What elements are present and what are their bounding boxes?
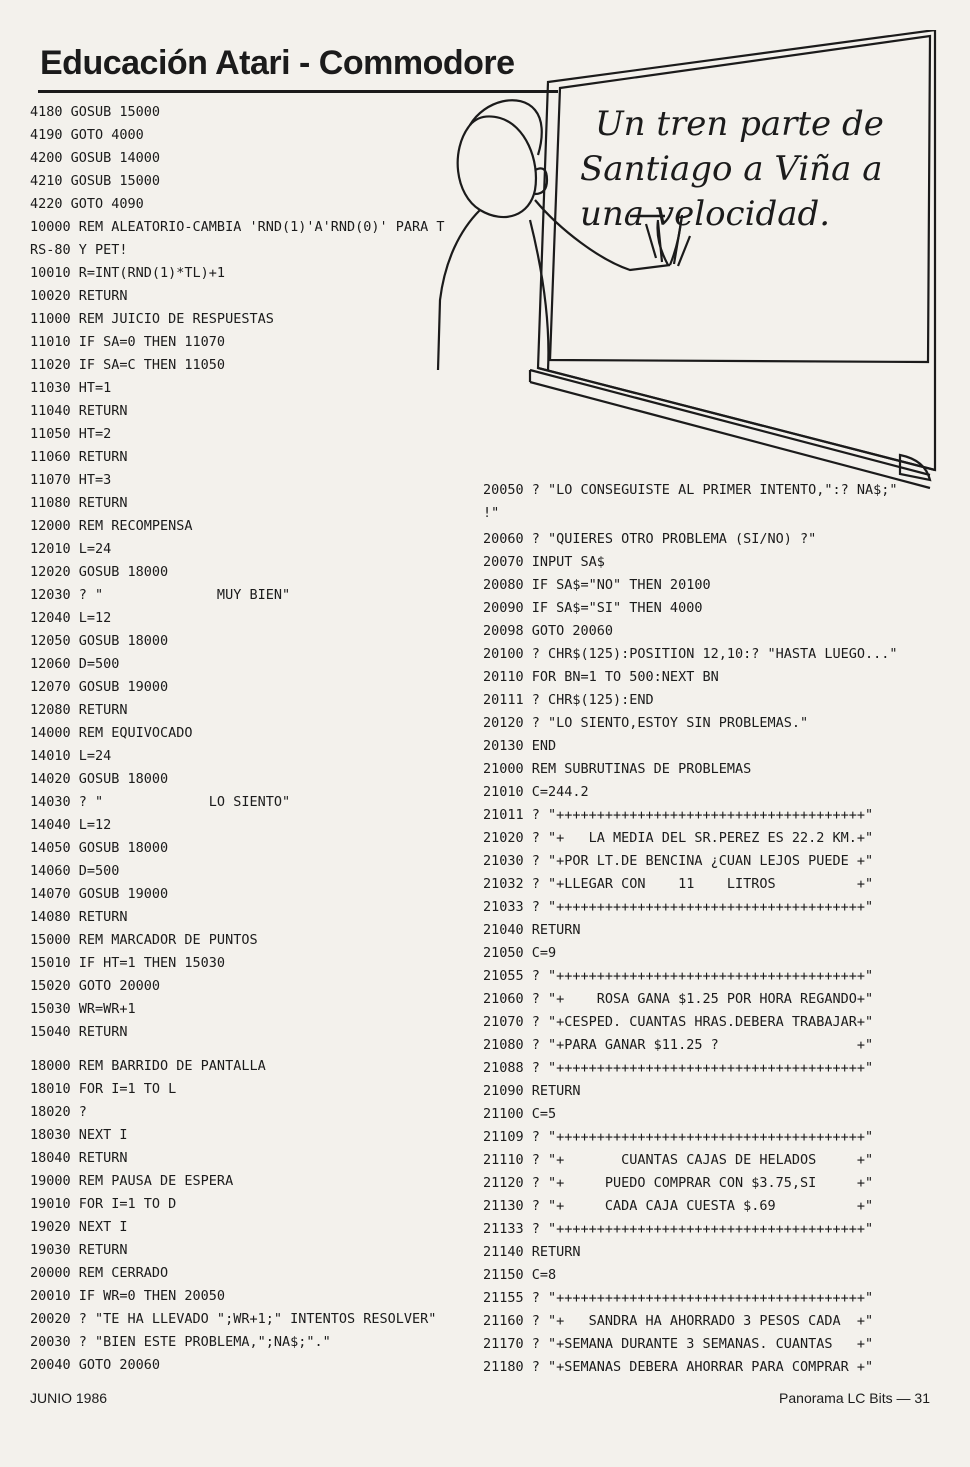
code-line: 11050 HT=2 [30, 426, 112, 442]
code-line: 4220 GOTO 4090 [30, 196, 144, 212]
blackboard [530, 30, 935, 488]
code-line: 21110 ? "+ CUANTAS CAJAS DE HELADOS +" [483, 1152, 874, 1168]
code-line: 15020 GOTO 20000 [30, 978, 161, 994]
code-line: 15040 RETURN [30, 1024, 128, 1040]
board-line-1: Un tren parte de [595, 104, 884, 144]
code-line: 21150 C=8 [483, 1267, 557, 1283]
code-line: 10010 R=INT(RND(1)*TL)+1 [30, 265, 226, 281]
code-listing-right [483, 479, 898, 1379]
code-line: 11020 IF SA=C THEN 11050 [30, 357, 226, 373]
code-line: 21140 RETURN [483, 1244, 581, 1260]
code-line: 19020 NEXT I [30, 1219, 128, 1235]
code-line: 14020 GOSUB 18000 [30, 771, 169, 787]
code-line: 21120 ? "+ PUEDO COMPRAR CON $3.75,SI +" [483, 1175, 874, 1191]
code-line: 21060 ? "+ ROSA GANA $1.25 POR HORA REGANDO+" [483, 991, 874, 1007]
code-line: 20020 ? "TE HA LLEVADO ";WR+1;" INTENTOS RESOLVER" [30, 1311, 437, 1327]
code-line: 20130 END [483, 738, 557, 754]
code-line: 21011 ? "++++++++++++++++++++++++++++++++++++++" [483, 807, 874, 823]
code-line: 21000 REM SUBRUTINAS DE PROBLEMAS [483, 761, 752, 777]
code-line: 21170 ? "+SEMANA DURANTE 3 SEMANAS. CUANTAS +" [483, 1336, 874, 1352]
code-line: 11010 IF SA=0 THEN 11070 [30, 334, 226, 350]
code-line: 15000 REM MARCADOR DE PUNTOS [30, 932, 258, 948]
code-line: 15030 WR=WR+1 [30, 1001, 136, 1017]
code-line: 21040 RETURN [483, 922, 581, 938]
code-line: 21020 ? "+ LA MEDIA DEL SR.PEREZ ES 22.2 KM.+" [483, 830, 874, 846]
code-line: 11070 HT=3 [30, 472, 112, 488]
code-line: 14010 L=24 [30, 748, 112, 764]
code-line: 12030 ? " MUY BIEN" [30, 587, 291, 603]
code-line: 21030 ? "+POR LT.DE BENCINA ¿CUAN LEJOS PUEDE +" [483, 853, 874, 869]
code-line: 18010 FOR I=1 TO L [30, 1081, 177, 1097]
code-line: 12060 D=500 [30, 656, 120, 672]
code-line: 20080 IF SA$="NO" THEN 20100 [483, 577, 711, 593]
code-line: 21160 ? "+ SANDRA HA AHORRADO 3 PESOS CADA +" [483, 1313, 874, 1329]
code-line: 20070 INPUT SA$ [483, 554, 605, 570]
code-line: 18020 ? [30, 1104, 87, 1120]
code-line: 20100 ? CHR$(125):POSITION 12,10:? "HASTA LUEGO..." [483, 646, 898, 662]
code-line: 11040 RETURN [30, 403, 128, 419]
code-line: RS-80 Y PET! [30, 242, 128, 258]
code-line: 12080 RETURN [30, 702, 128, 718]
code-line: 4200 GOSUB 14000 [30, 150, 161, 166]
page-header: Educación Atari - Commodore [40, 44, 515, 82]
code-line: 11000 REM JUICIO DE RESPUESTAS [30, 311, 274, 327]
code-line: 14000 REM EQUIVOCADO [30, 725, 193, 741]
code-line: 20098 GOTO 20060 [483, 623, 614, 639]
code-line: 20030 ? "BIEN ESTE PROBLEMA,";NA$;"." [30, 1334, 331, 1350]
code-listing-left [30, 101, 445, 1377]
code-line: 20040 GOTO 20060 [30, 1357, 161, 1373]
code-line: 12070 GOSUB 19000 [30, 679, 169, 695]
code-line: 15010 IF HT=1 THEN 15030 [30, 955, 226, 971]
code-line: 21070 ? "+CESPED. CUANTAS HRAS.DEBERA TRABAJAR+" [483, 1014, 874, 1030]
board-line-2: Santiago a Viña a [580, 149, 883, 189]
teacher-at-blackboard-illustration [430, 30, 940, 490]
code-line: 21088 ? "++++++++++++++++++++++++++++++++++++++" [483, 1060, 874, 1076]
code-line: 21109 ? "++++++++++++++++++++++++++++++++++++++" [483, 1129, 874, 1145]
code-line: 12040 L=12 [30, 610, 112, 626]
code-line: 19030 RETURN [30, 1242, 128, 1258]
code-line: 14040 L=12 [30, 817, 112, 833]
code-line: 12050 GOSUB 18000 [30, 633, 169, 649]
code-line: 19010 FOR I=1 TO D [30, 1196, 177, 1212]
footer-date: JUNIO 1986 [30, 1390, 108, 1406]
code-line: 11060 RETURN [30, 449, 128, 465]
code-line: 12000 REM RECOMPENSA [30, 518, 193, 534]
code-line: 21133 ? "++++++++++++++++++++++++++++++++++++++" [483, 1221, 874, 1237]
code-line: 14050 GOSUB 18000 [30, 840, 169, 856]
code-line: 21100 C=5 [483, 1106, 557, 1122]
code-line: 20090 IF SA$="SI" THEN 4000 [483, 600, 703, 616]
code-line: 4180 GOSUB 15000 [30, 104, 161, 120]
code-line: 20050 ? "LO CONSEGUISTE AL PRIMER INTENTO,":? NA$;" [483, 482, 898, 498]
code-line: 21130 ? "+ CADA CAJA CUESTA $.69 +" [483, 1198, 874, 1214]
code-line: 11030 HT=1 [30, 380, 112, 396]
footer-page-number: Panorama LC Bits — 31 [779, 1390, 930, 1406]
code-line: 14080 RETURN [30, 909, 128, 925]
code-line: !" [483, 505, 500, 521]
code-line: 20111 ? CHR$(125):END [483, 692, 654, 708]
code-line: 21033 ? "++++++++++++++++++++++++++++++++++++++" [483, 899, 874, 915]
code-line: 20010 IF WR=0 THEN 20050 [30, 1288, 226, 1304]
code-line: 18030 NEXT I [30, 1127, 128, 1143]
code-line: 20120 ? "LO SIENTO,ESTOY SIN PROBLEMAS." [483, 715, 809, 731]
code-line: 21032 ? "+LLEGAR CON 11 LITROS +" [483, 876, 874, 892]
board-line-3: una velocidad. [580, 194, 831, 234]
code-line: 14060 D=500 [30, 863, 120, 879]
code-line: 21010 C=244.2 [483, 784, 589, 800]
code-line: 14030 ? " LO SIENTO" [30, 794, 291, 810]
code-line: 18040 RETURN [30, 1150, 128, 1166]
code-line: 18000 REM BARRIDO DE PANTALLA [30, 1058, 266, 1074]
code-line: 21050 C=9 [483, 945, 557, 961]
code-line: 21180 ? "+SEMANAS DEBERA AHORRAR PARA COMPRAR +" [483, 1359, 874, 1375]
code-line: 12010 L=24 [30, 541, 112, 557]
code-line: 10020 RETURN [30, 288, 128, 304]
code-line: 20000 REM CERRADO [30, 1265, 169, 1281]
code-line: 4210 GOSUB 15000 [30, 173, 161, 189]
code-line: 11080 RETURN [30, 495, 128, 511]
code-line: 12020 GOSUB 18000 [30, 564, 169, 580]
code-line: 20060 ? "QUIERES OTRO PROBLEMA (SI/NO) ?" [483, 531, 817, 547]
code-line: 4190 GOTO 4000 [30, 127, 144, 143]
code-line: 10000 REM ALEATORIO-CAMBIA 'RND(1)'A'RND(0)' PARA T [30, 219, 445, 235]
code-line: 14070 GOSUB 19000 [30, 886, 169, 902]
code-line: 21055 ? "++++++++++++++++++++++++++++++++++++++" [483, 968, 874, 984]
board-writing [580, 104, 884, 234]
code-line: 21080 ? "+PARA GANAR $11.25 ? +" [483, 1037, 874, 1053]
code-line: 21155 ? "++++++++++++++++++++++++++++++++++++++" [483, 1290, 874, 1306]
code-line: 21090 RETURN [483, 1083, 581, 1099]
code-line: 20110 FOR BN=1 TO 500:NEXT BN [483, 669, 719, 685]
code-line: 19000 REM PAUSA DE ESPERA [30, 1173, 234, 1189]
